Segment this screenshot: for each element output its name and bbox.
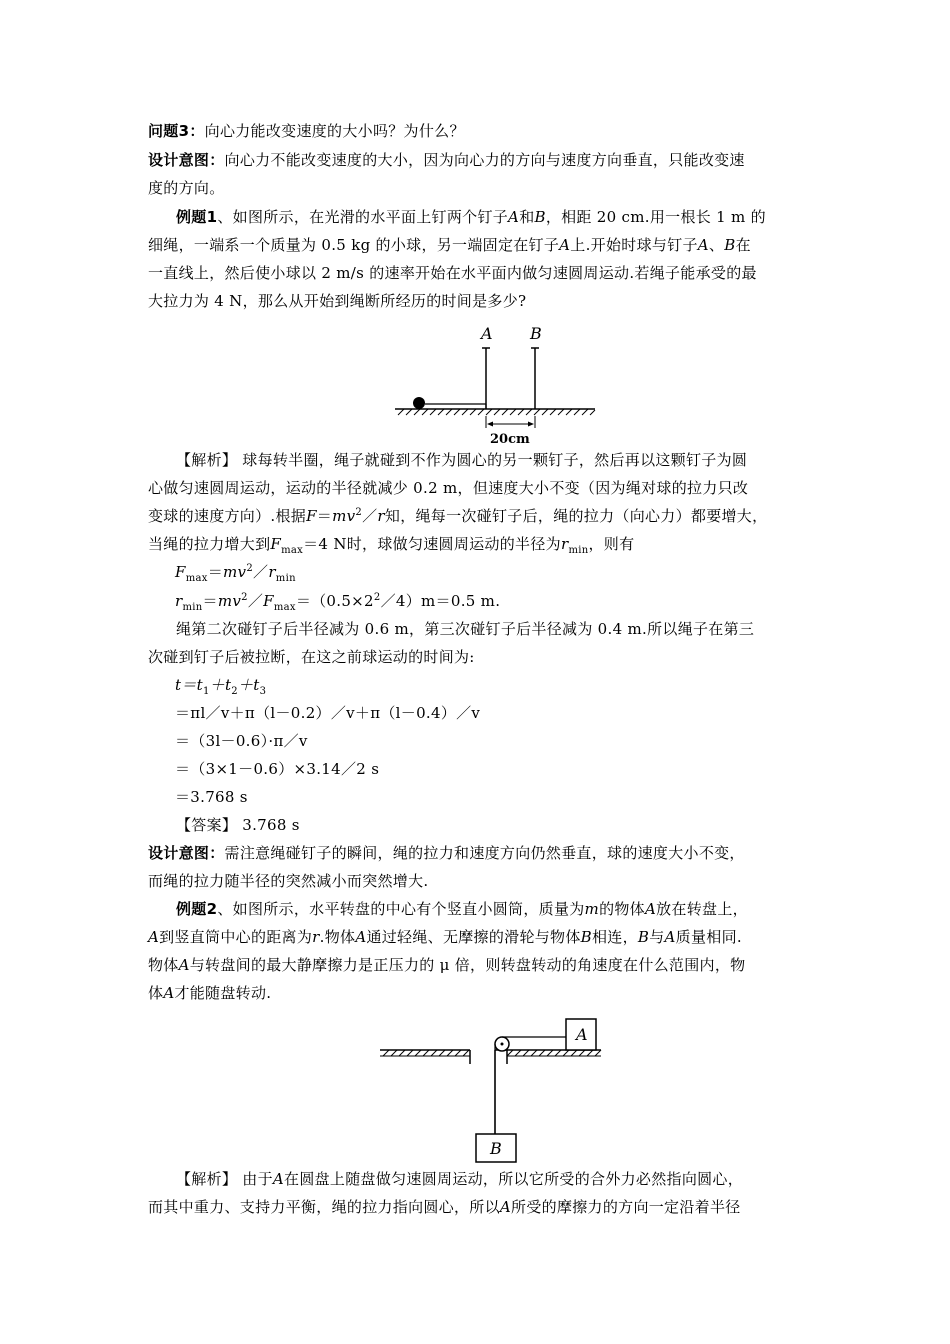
solution-text: ＝ (316, 507, 333, 525)
example-text: 大拉力为 4 N，那么从开始到绳断所经历的时间是多少? (148, 292, 527, 310)
var-mv: mv (217, 592, 242, 610)
example-text: 放在转盘上， (656, 900, 748, 918)
var-A: A (178, 956, 190, 974)
var-A: A (272, 1170, 285, 1188)
equation-text: ／ (253, 563, 269, 581)
equation-2 (175, 592, 500, 611)
time-equation-1 (175, 676, 266, 695)
figure-1-nails-diagram (390, 320, 610, 450)
solution-text: ＝4 N时，球做匀速圆周运动的半径为 (303, 535, 561, 553)
var-r: r (377, 507, 385, 525)
solution-text: ，则有 (588, 535, 635, 553)
equation-text: ＋t (209, 676, 232, 694)
block-A-label: A (576, 1025, 588, 1044)
ball (413, 397, 425, 409)
superscript: 2 (355, 507, 363, 518)
example-text: 上.开始时球与钉子 (570, 236, 698, 254)
var-F: F (306, 507, 317, 525)
equation-text: ＝（0.5×2 (295, 592, 374, 610)
design-intent-2-line-1 (148, 844, 745, 863)
nail-A-label: A (481, 324, 493, 343)
example-text: 物体 (148, 956, 179, 974)
solution-text: 变球的速度方向）.根据 (148, 507, 307, 525)
example-1-line-3 (148, 264, 757, 283)
example-text: 质量相同. (675, 928, 742, 946)
equation-text: ＝ (202, 592, 218, 610)
question-3-label: 问题3： (148, 122, 205, 140)
example-text: 、如图所示，水平转盘的中心有个竖直小圆筒，质量为 (217, 900, 585, 918)
subscript: min (568, 545, 589, 556)
example-text: 、 (708, 236, 725, 254)
time-equation-3 (175, 732, 308, 751)
block-B-label: B (490, 1139, 502, 1158)
question-3 (148, 122, 465, 141)
example-text: ，相距 20 cm.用一根长 1 m 的 (545, 208, 766, 226)
example-2-line-3 (148, 956, 745, 975)
question-3-text: 向心力能改变速度的大小吗？为什么？ (204, 122, 465, 140)
solution-label: 【解析】 (176, 451, 238, 469)
var-F: F (175, 563, 186, 581)
example-text: 、如图所示，在光滑的水平面上钉两个钉子 (217, 208, 509, 226)
example-text: 一直线上，然后使小球以 2 m/s 的速率开始在水平面内做匀速圆周运动.若绳子能承受的最 (148, 264, 757, 282)
solution-text: 次碰到钉子后被拉断，在这之前球运动的时间为: (148, 648, 475, 666)
superscript: 2 (373, 592, 381, 603)
var-A: A (664, 928, 676, 946)
var-F: F (270, 535, 282, 553)
var-A: A (697, 236, 709, 254)
answer-label: 【答案】 (176, 816, 238, 834)
equation-text: t＝t (175, 676, 203, 694)
var-B: B (534, 208, 546, 226)
var-A: A (644, 900, 657, 918)
solution-1-line-3 (148, 507, 767, 526)
solution-2-line-2 (148, 1198, 741, 1217)
var-r: r (268, 563, 276, 581)
example-text: 在 (735, 236, 751, 254)
right-platform-hatch (507, 1050, 601, 1056)
var-A: A (559, 236, 571, 254)
subscript: max (273, 602, 296, 613)
design-intent-2-line-2 (148, 872, 428, 891)
subscript: min (275, 573, 296, 584)
solution-text: 当绳的拉力增大到 (148, 535, 271, 553)
var-mv: mv (223, 563, 247, 581)
solution-text: 所受的摩擦力的方向一定沿着半径 (511, 1198, 741, 1216)
var-m: m (584, 900, 600, 918)
design-intent-text: 而绳的拉力随半径的突然减小而突然增大. (148, 872, 429, 890)
example-text: 体 (148, 984, 164, 1002)
var-r: r (560, 535, 569, 553)
equation-1 (175, 563, 296, 582)
solution-text: ／ (362, 507, 378, 525)
left-platform-hatch (380, 1050, 470, 1056)
nail-B-label: B (530, 324, 542, 343)
superscript: 2 (241, 592, 248, 603)
design-intent-1-line-1 (148, 151, 745, 170)
example-2-label: 例题2 (176, 900, 218, 918)
example-text: 相连， (591, 928, 638, 946)
design-intent-label: 设计意图： (148, 844, 225, 862)
var-B: B (724, 236, 736, 254)
pulley-axle (501, 1043, 504, 1046)
design-intent-text: 需注意绳碰钉子的瞬间，绳的拉力和速度方向仍然垂直，球的速度大小不变， (224, 844, 745, 862)
ground-hatch (398, 409, 595, 415)
time-equation-4 (175, 760, 379, 779)
solution-label: 【解析】 (176, 1170, 238, 1188)
solution-2-line-1 (176, 1170, 743, 1189)
var-B: B (637, 928, 650, 946)
equation-text: ＝（3×1－0.6）×3.14／2 s (175, 760, 380, 778)
solution-text: 球每转半圈，绳子就碰到不作为圆心的另一颗钉子，然后再以这颗钉子为圆 (237, 451, 748, 469)
design-intent-label: 设计意图： (148, 151, 225, 169)
example-1-label: 例题1 (176, 208, 218, 226)
var-r: r (312, 928, 320, 946)
design-intent-1-line-2 (148, 179, 225, 198)
equation-text: ＝ (207, 563, 224, 581)
example-1-line-2 (148, 236, 751, 255)
dimension-label: 20cm (490, 432, 530, 447)
var-A: A (148, 928, 160, 946)
example-text: 细绳，一端系一个质量为 0.5 kg 的小球，另一端固定在钉子 (148, 236, 560, 254)
example-2-line-4 (148, 984, 271, 1003)
solution-1-line-6 (148, 648, 475, 667)
solution-text: 在圆盘上随盘做匀速圆周运动，所以它所受的合外力必然指向圆心， (284, 1170, 744, 1188)
subscript: 2 (231, 686, 238, 697)
solution-text: 由于 (237, 1170, 273, 1188)
figure-2-turntable-diagram (375, 1010, 610, 1168)
answer-value: 3.768 s (237, 816, 300, 834)
example-text: 的物体 (599, 900, 645, 918)
solution-1-line-2 (148, 479, 748, 498)
subscript: 1 (202, 686, 210, 697)
var-A: A (499, 1198, 512, 1216)
example-2-line-1 (176, 900, 748, 919)
equation-text: ／4）m＝0.5 m. (380, 592, 501, 610)
solution-1-line-1 (176, 451, 747, 470)
design-intent-text: 度的方向。 (148, 179, 225, 197)
subscript: max (281, 545, 304, 556)
solution-1-line-5 (176, 620, 754, 639)
var-mv: mv (332, 507, 356, 525)
solution-text: 绳第二次碰钉子后半径减为 0.6 m，第三次碰钉子后半径减为 0.4 m.所以绳子在第三 (176, 620, 755, 638)
example-2-line-2 (148, 928, 742, 947)
var-A: A (508, 208, 520, 226)
example-1-line-4 (148, 292, 526, 311)
var-r: r (175, 592, 183, 610)
example-text: 和 (519, 208, 535, 226)
var-A: A (163, 984, 175, 1002)
dimension-arrow (528, 422, 534, 427)
equation-text: ＝πl／v＋π（l－0.2）／v＋π（l－0.4）／v (175, 704, 481, 722)
example-text: 与转盘间的最大静摩擦力是正压力的 μ 倍，则转盘转动的角速度在什么范围内，物 (189, 956, 746, 974)
equation-text: ＝3.768 s (175, 788, 248, 806)
equation-text: ＋t (237, 676, 260, 694)
var-B: B (580, 928, 592, 946)
example-1-line-1 (176, 208, 766, 227)
time-equation-2 (175, 704, 480, 723)
solution-1-line-4 (148, 535, 634, 554)
subscript: min (182, 602, 203, 613)
equation-text: ＝（3l－0.6）·π／v (175, 732, 308, 750)
example-text: 到竖直筒中心的距离为 (159, 928, 313, 946)
time-equation-5 (175, 788, 248, 807)
dimension-arrow (487, 422, 493, 427)
solution-text: 心做匀速圆周运动，运动的半径就减少 0.2 m，但速度大小不变（因为绳对球的拉力只改 (148, 479, 749, 497)
answer-1 (176, 816, 300, 835)
equation-text: ／ (247, 592, 264, 610)
example-text: 通过轻绳、无摩擦的滑轮与物体 (366, 928, 581, 946)
solution-text: 知，绳每一次碰钉子后，绳的拉力（向心力）都要增大， (384, 507, 768, 525)
solution-text: 而其中重力、支持力平衡，绳的拉力指向圆心，所以 (148, 1198, 500, 1216)
superscript: 2 (246, 563, 253, 574)
var-A: A (355, 928, 367, 946)
subscript: max (185, 573, 208, 584)
design-intent-text: 向心力不能改变速度的大小，因为向心力的方向与速度方向垂直，只能改变速 (224, 151, 745, 169)
example-text: 才能随盘转动. (174, 984, 272, 1002)
example-text: 与 (649, 928, 665, 946)
var-F: F (263, 592, 274, 610)
example-text: .物体 (319, 928, 356, 946)
subscript: 3 (259, 686, 267, 697)
